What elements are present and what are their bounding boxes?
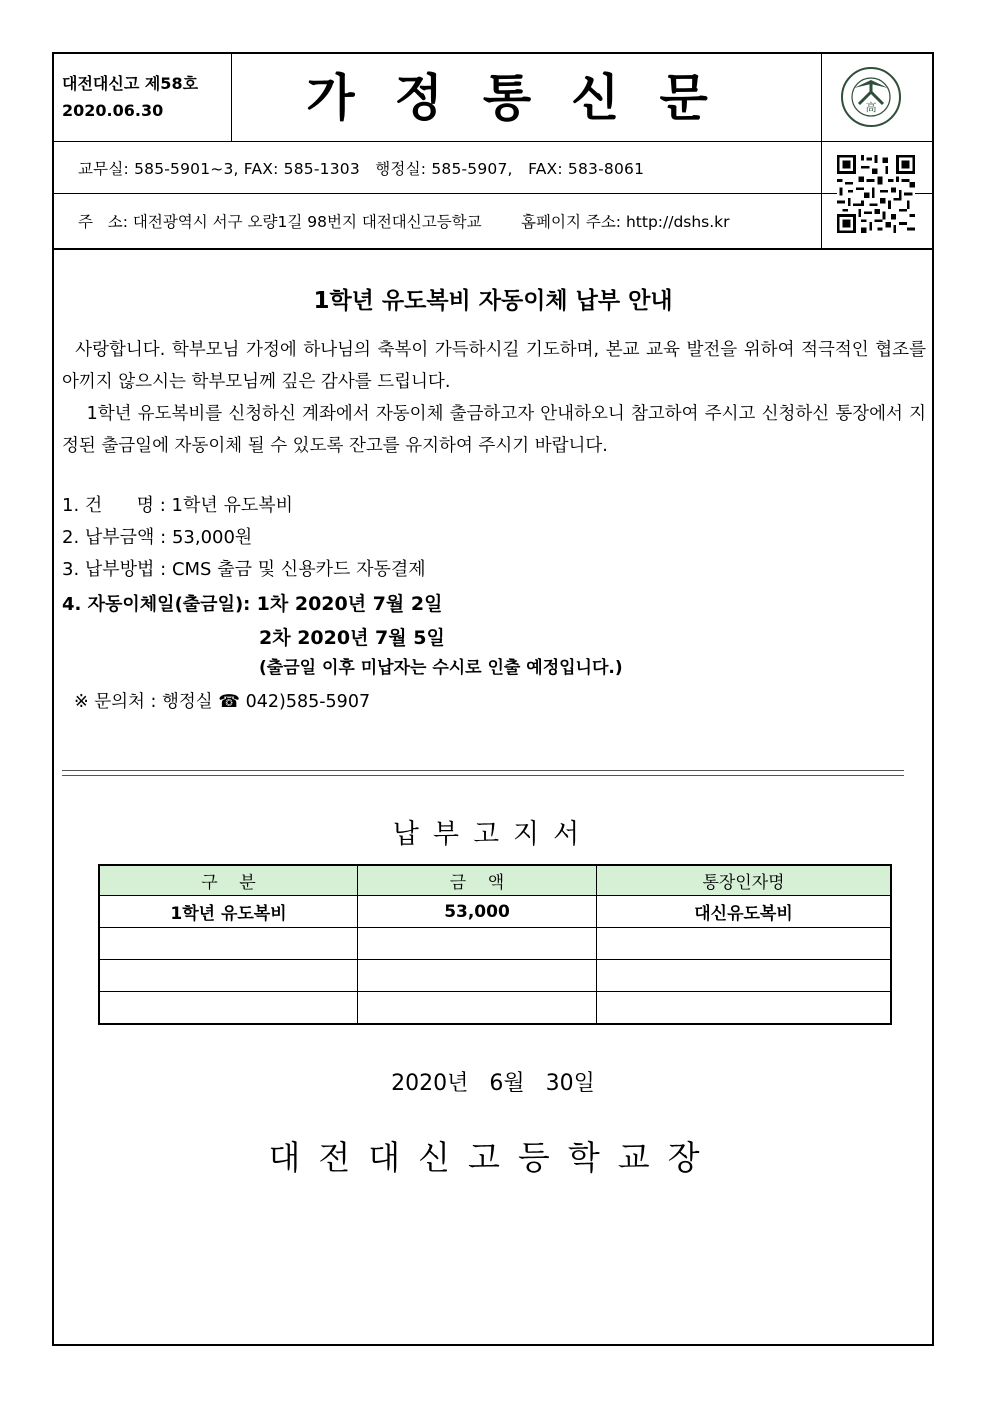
issue-footer-date: 2020년 6월 30일 [391,1071,595,1096]
greeting-paragraph: 사랑합니다. 학부모님 가정에 하나님의 축복이 가득하시길 기도하며, 본교 교육 발전을 위하여 적극적인 협조를 아끼지 않으시는 학부모님께 깊은 감사를 드립니다. [62,340,932,392]
cell-account-name [597,992,892,1025]
issue-date: 2020.06.30 [62,101,164,120]
cell-category: 1학년 유도복비 [99,896,358,928]
header-row-title [54,54,932,142]
item-subject: 1. 건 명 : 1학년 유도복비 [62,495,294,516]
table-row [99,992,891,1025]
newsletter-title: 가정통신문 [306,69,748,127]
header-row-address [54,193,932,250]
table-row [99,896,891,928]
table-row [99,928,891,960]
first-transfer-date: 1차 2020년 7월 2일 [256,593,443,615]
inquiry-contact: ※ 문의처 : 행정실 ☎ 042)585-5907 [74,692,371,712]
school-logo-icon [840,66,902,128]
cell-amount [358,928,597,960]
qr-code-icon [837,155,915,233]
bill-header-row [99,865,891,896]
unpaid-note: (출금일 이후 미납자는 수시로 인출 예정입니다.) [259,658,623,678]
header-row-contact [54,141,932,194]
column-header-category: 구 분 [99,865,358,896]
cell-account-name [597,928,892,960]
cell-category [99,992,358,1025]
bill-title: 납부고지서 [392,819,594,850]
contact-info: 교무실: 585-5901~3, FAX: 585-1303 행정실: 585-5907, FAX: 583-8061 [78,160,645,178]
transfer-date-label: 4. 자동이체일(출금일): [62,594,257,615]
logo-char: 高 [865,101,877,114]
bill-table [98,864,892,1025]
cell-account-name: 대신유도복비 [597,896,892,928]
column-header-amount: 금 액 [358,865,597,896]
cut-line-divider [62,770,904,776]
cell-amount [358,992,597,1025]
column-header-account-name: 통장인자명 [597,865,892,896]
issue-number: 대전대신고 제58호 [62,74,199,93]
instruction-paragraph: 1학년 유도복비를 신청하신 계좌에서 자동이체 출금하고자 안내하오니 참고하여 주시고 신청하신 통장에서 지정된 출금일에 자동이체 될 수 있도록 잔고를 유지하여 주시기 바랍니다. [62,404,926,456]
cell-category [99,960,358,992]
principal-signature: 대전대신고등학교장 [268,1138,718,1177]
cell-category [99,928,358,960]
notice-title: 1학년 유도복비 자동이체 납부 안내 [313,288,673,314]
newsletter-frame [52,52,934,1346]
table-row [99,960,891,992]
address-info: 주 소: 대전광역시 서구 오량1길 98번지 대전대신고등학교 홈페이지 주소: http://dshs.kr [78,213,730,231]
cell-account-name [597,960,892,992]
item-amount: 2. 납부금액 : 53,000원 [62,527,253,548]
divider [231,54,232,141]
second-transfer-date: 2차 2020년 7월 5일 [259,627,445,649]
item-transfer-date [62,592,442,617]
issue-info [62,70,198,124]
cell-amount [358,960,597,992]
cell-amount: 53,000 [358,896,597,928]
item-method: 3. 납부방법 : CMS 출금 및 신용카드 자동결제 [62,559,426,580]
